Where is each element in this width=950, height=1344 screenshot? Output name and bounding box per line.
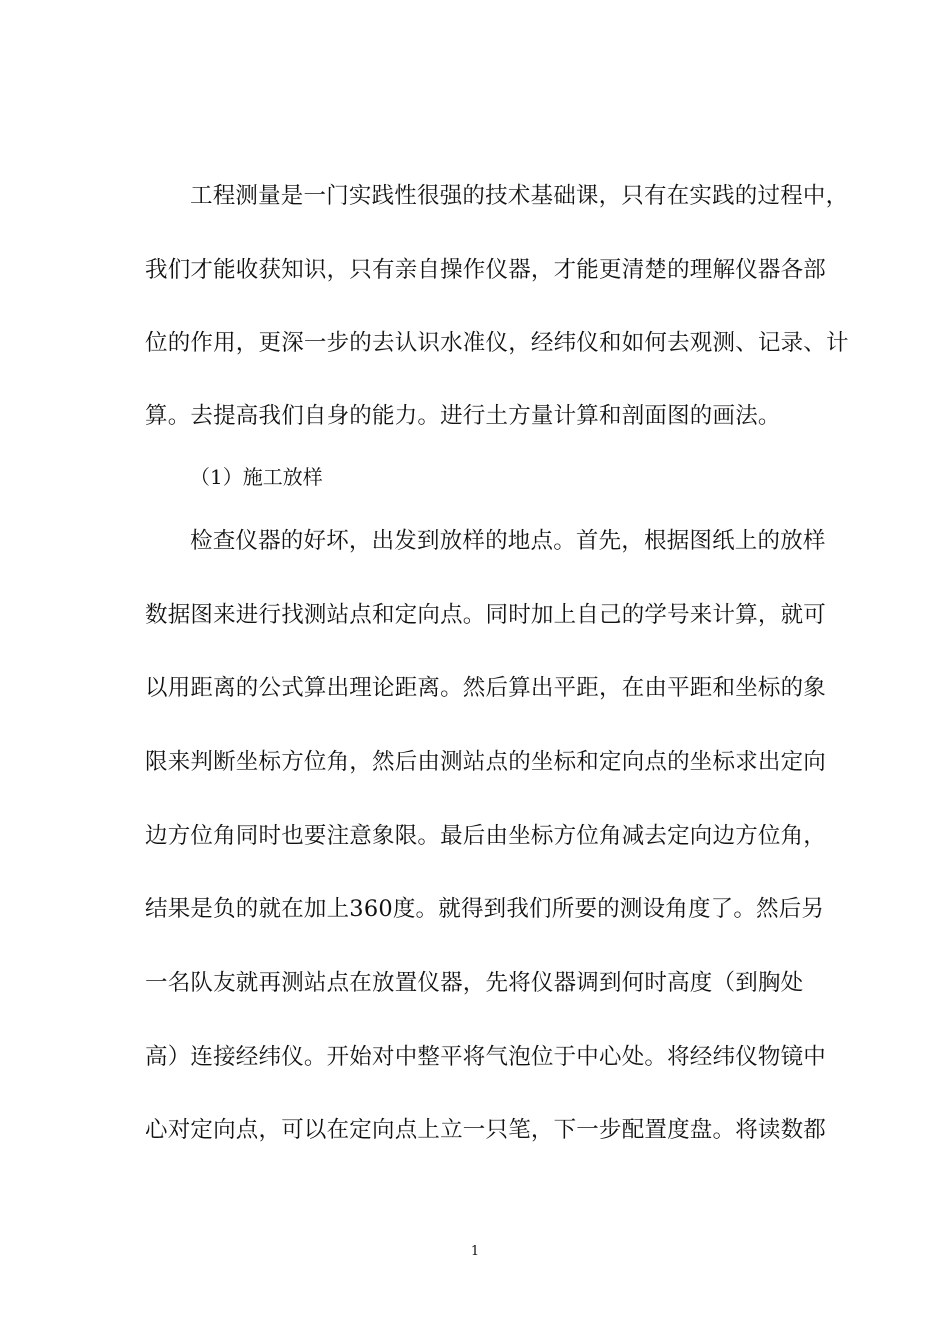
paragraph-1-line-3: 位的作用，更深一步的去认识水准仪，经纬仪和如何去观测、记录、计 xyxy=(145,330,849,356)
section-heading: （1）施工放样 xyxy=(190,465,323,489)
paragraph-2-line-1: 检查仪器的好坏，出发到放样的地点。首先，根据图纸上的放样 xyxy=(190,528,826,554)
paragraph-2-line-3: 以用距离的公式算出理论距离。然后算出平距，在由平距和坐标的象 xyxy=(145,675,827,701)
paragraph-2-line-6: 结果是负的就在加上360度。就得到我们所要的测设角度了。然后另 xyxy=(145,896,825,922)
paragraph-2-line-8: 高）连接经纬仪。开始对中整平将气泡位于中心处。将经纬仪物镜中 xyxy=(145,1044,827,1070)
paragraph-1-line-2: 我们才能收获知识，只有亲自操作仪器，才能更清楚的理解仪器各部 xyxy=(145,257,827,283)
paragraph-2-line-9: 心对定向点，可以在定向点上立一只笔，下一步配置度盘。将读数都 xyxy=(145,1117,827,1143)
paragraph-2-line-7: 一名队友就再测站点在放置仪器，先将仪器调到何时高度（到胸处 xyxy=(145,970,804,996)
paragraph-1-line-4: 算。去提高我们自身的能力。进行土方量计算和剖面图的画法。 xyxy=(145,403,781,429)
page-number: 1 xyxy=(470,1244,480,1259)
paragraph-1-line-1: 工程测量是一门实践性很强的技术基础课，只有在实践的过程中， xyxy=(190,183,849,209)
paragraph-2-line-4: 限来判断坐标方位角，然后由测站点的坐标和定向点的坐标求出定向 xyxy=(145,749,827,775)
paragraph-2-line-2: 数据图来进行找测站点和定向点。同时加上自己的学号来计算，就可 xyxy=(145,602,827,628)
paragraph-2-line-5: 边方位角同时也要注意象限。最后由坐标方位角减去定向边方位角， xyxy=(145,823,827,849)
